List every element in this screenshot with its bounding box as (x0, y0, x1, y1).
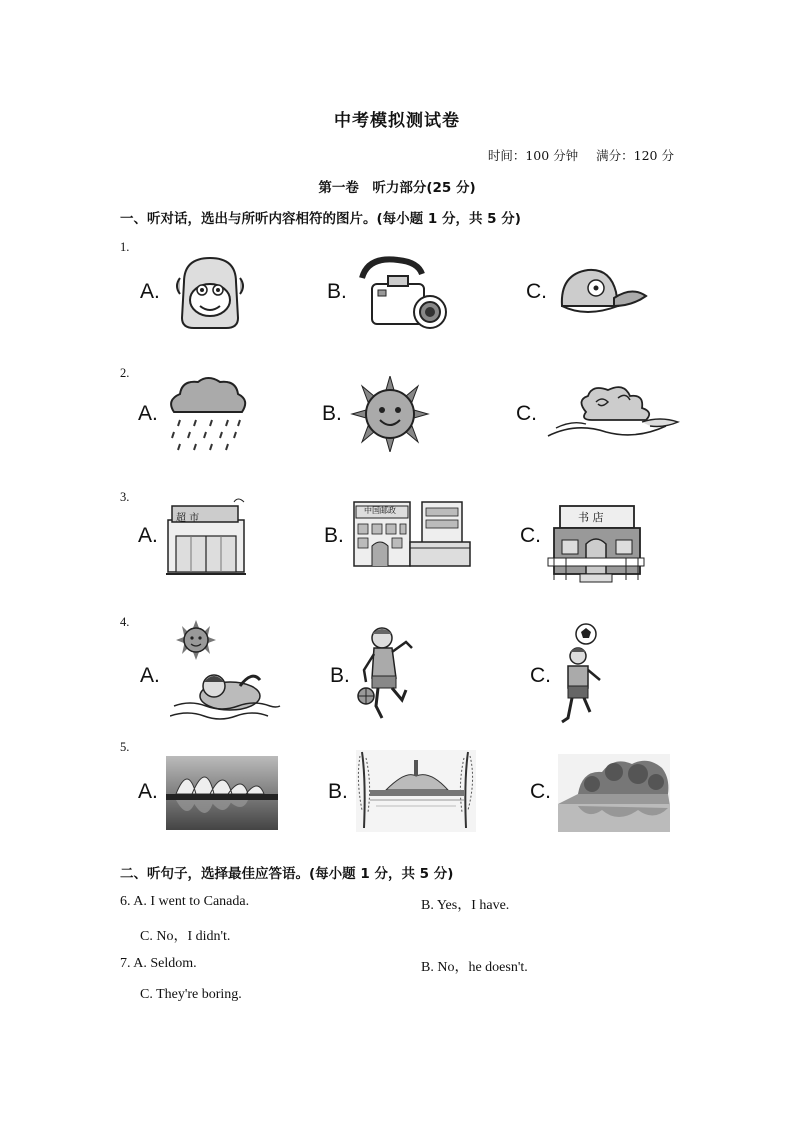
option-letter: C. (526, 280, 547, 303)
option-letter: B. (328, 780, 348, 803)
option-letter: C. (520, 524, 541, 547)
backpack-icon (174, 252, 246, 332)
question-number: 2. (120, 366, 130, 380)
time-limit: 时间：100 分钟 (487, 148, 579, 163)
opera-house-photo (166, 756, 278, 830)
option-letter: C. (530, 780, 551, 803)
bookstore-sign: 书 店 (578, 511, 604, 524)
option-letter: B. (327, 280, 347, 303)
swimming-icon (170, 620, 282, 724)
q6-option-c: C. No，I didn't. (140, 929, 231, 944)
rocky-landscape-photo (558, 754, 670, 832)
q7-option-c: C. They're boring. (140, 987, 242, 1002)
q6-option-b: B. Yes，I have. (421, 898, 510, 913)
q6-option-a: 6. A. I went to Canada. (120, 894, 250, 909)
option-letter: A. (138, 780, 158, 803)
option-letter: B. (322, 402, 342, 425)
q7-option-a: 7. A. Seldom. (120, 956, 197, 971)
post-office-sign: 中国邮政 (364, 506, 396, 515)
question-number: 4. (120, 615, 130, 629)
q7-option-b: B. No，he doesn't. (421, 960, 528, 975)
option-letter: C. (516, 402, 537, 425)
camera-icon (358, 254, 450, 334)
question-number: 5. (120, 740, 130, 754)
exam-meta (474, 146, 674, 164)
lake-pagoda-photo (356, 750, 476, 832)
sun-icon (350, 376, 430, 452)
option-letter: A. (140, 664, 160, 687)
option-letter: A. (140, 280, 160, 303)
cap-icon (556, 262, 650, 320)
rain-cloud-icon (166, 374, 248, 456)
supermarket-icon (164, 496, 248, 576)
option-letter: B. (330, 664, 350, 687)
basketball-icon (356, 626, 416, 722)
section2-heading: 二、听句子，选择最佳应答语。(每小题 1 分，共 5 分) (120, 866, 454, 882)
option-letter: A. (138, 402, 158, 425)
question-number: 3. (120, 490, 130, 504)
supermarket-sign: 超 市 (176, 513, 200, 524)
question-number: 1. (120, 240, 130, 254)
option-letter: A. (138, 524, 158, 547)
option-letter: C. (530, 664, 551, 687)
wind-cloud-icon (546, 382, 680, 444)
full-score: 满分：120 分 (596, 148, 674, 163)
soccer-icon (558, 622, 606, 726)
page-title: 中考模拟测试卷 (334, 111, 460, 131)
option-letter: B. (324, 524, 344, 547)
part-heading: 第一卷 听力部分(25 分) (318, 180, 476, 196)
section1-heading: 一、听对话，选出与所听内容相符的图片。(每小题 1 分，共 5 分) (120, 211, 521, 227)
